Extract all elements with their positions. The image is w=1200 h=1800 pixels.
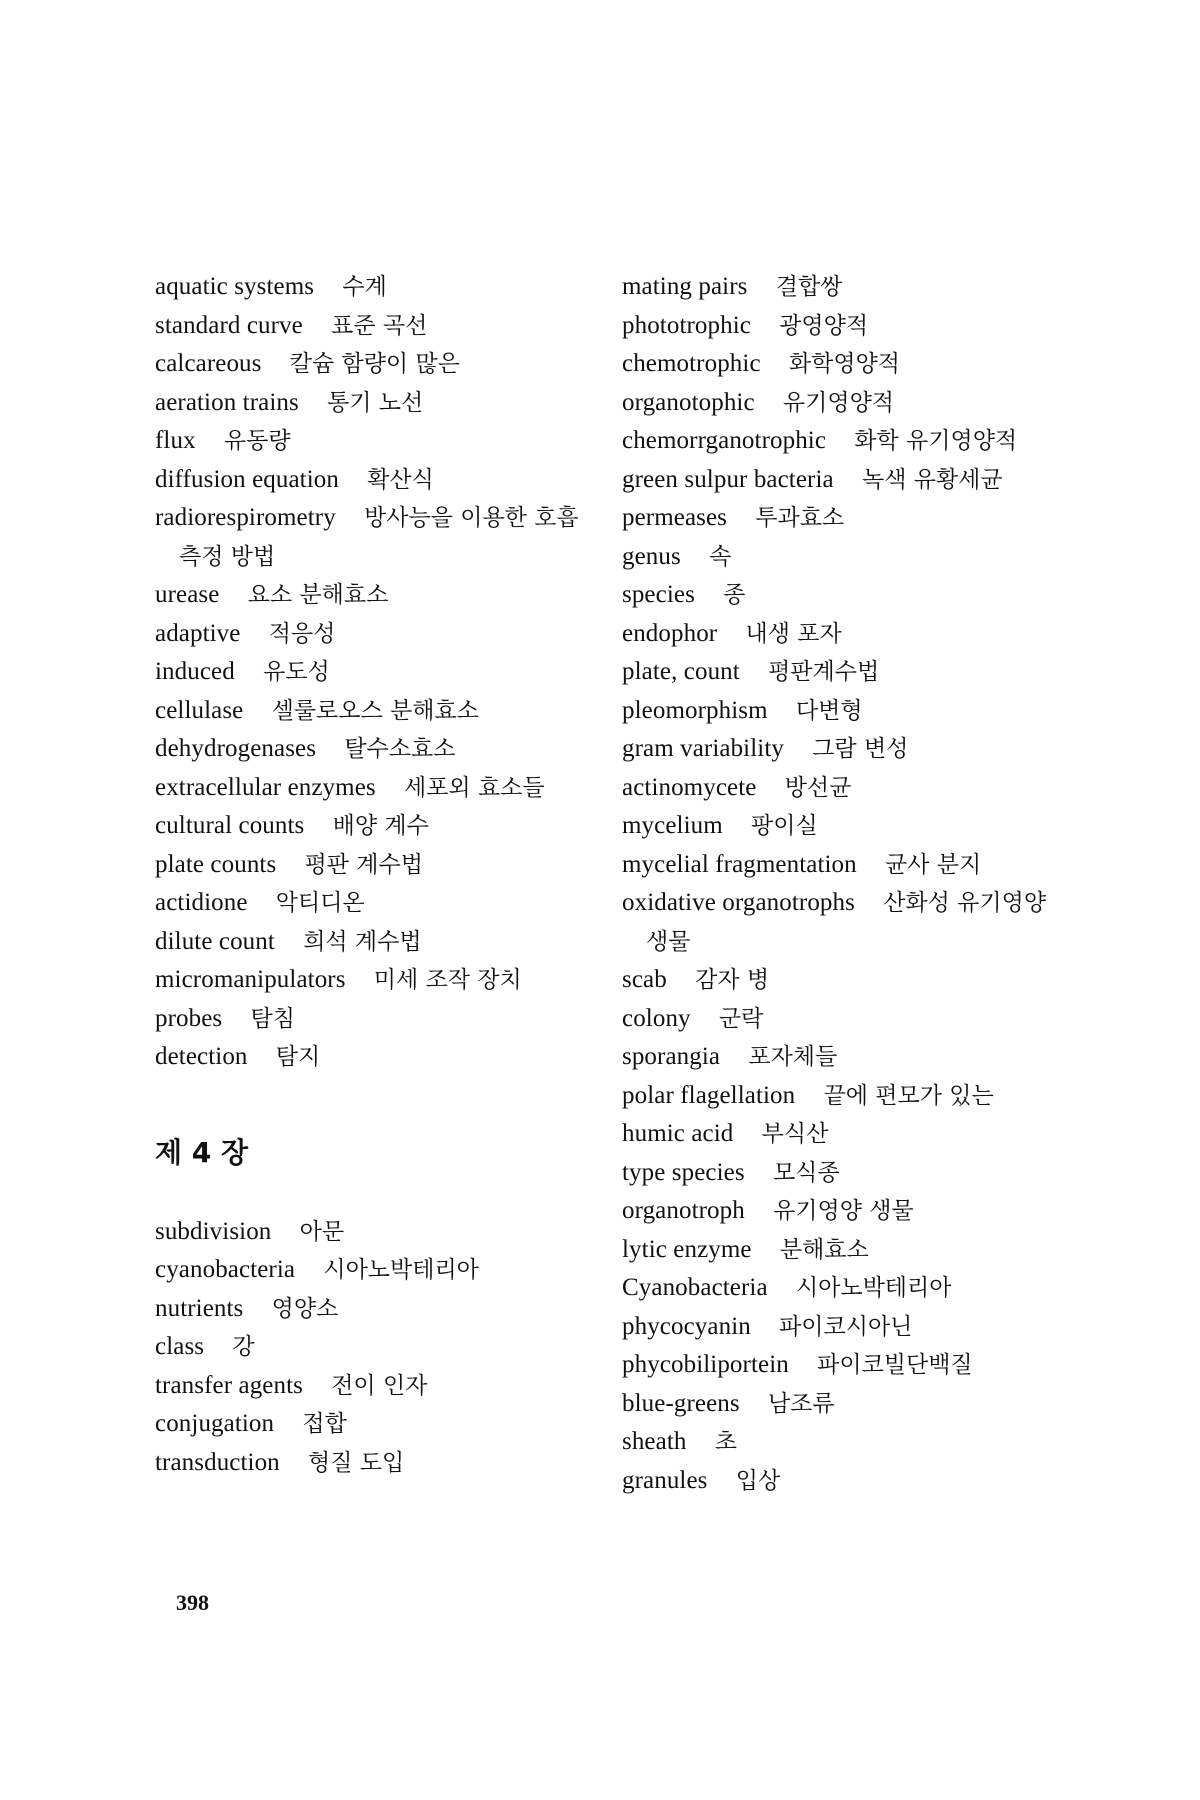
glossary-term: conjugation [155,1410,275,1437]
glossary-term: mycelium [622,812,723,839]
glossary-entry [155,653,595,692]
glossary-translation: 셀룰로오스 분해효소 [271,697,479,724]
glossary-entry [622,461,1062,500]
glossary-term: detection [155,1043,248,1070]
glossary-translation: 화학영양적 [788,351,900,377]
glossary-entry [155,576,595,615]
glossary-term: plate counts [155,850,277,878]
glossary-translation: 유기영양적 [782,389,895,416]
glossary-term: permeases [622,504,728,531]
glossary-entry [622,1385,1062,1424]
glossary-translation: 파이코시아닌 [779,1313,913,1340]
glossary-entry [622,1154,1062,1193]
glossary-term: phycobiliportein [622,1351,789,1378]
page-number: 398 [176,1590,209,1615]
glossary-term: type species [622,1158,745,1186]
glossary-entry [155,1251,595,1290]
glossary-entry [155,1405,595,1444]
glossary-term: actidione [155,889,248,916]
glossary-entry [155,615,595,654]
glossary-term: phototrophic [622,311,751,339]
glossary-translation: 형질 도입 [308,1449,405,1476]
left-column [155,268,595,1482]
glossary-term: standard curve [155,311,303,339]
glossary-term: induced [155,658,235,685]
glossary-term: blue-greens [622,1389,740,1417]
glossary-term: diffusion equation [155,465,339,493]
glossary-entry [622,384,1062,423]
glossary-entry [155,345,595,384]
glossary-translation: 화학 유기영양적 [854,428,1018,454]
glossary-translation: 적응성 [268,620,336,647]
glossary-term: oxidative organotrophs [622,889,855,916]
glossary-translation: 부식산 [761,1121,829,1147]
right-entry-list [622,268,1062,1500]
glossary-term: scab [622,966,667,993]
glossary-entry [622,1038,1062,1077]
glossary-entry [155,1290,595,1329]
glossary-term: aeration trains [155,388,299,416]
glossary-entry [622,1308,1062,1347]
glossary-entry [622,1231,1062,1270]
glossary-term: nutrients [155,1294,244,1322]
glossary-term: dehydrogenases [155,735,317,762]
glossary-entry [622,884,1062,961]
glossary-term: species [622,581,695,608]
right-column [622,268,1062,1500]
glossary-entry [622,1346,1062,1385]
glossary-translation: 다변형 [795,697,863,724]
glossary-term: mating pairs [622,273,748,300]
glossary-translation: 그람 변성 [812,736,909,762]
glossary-entry [155,384,595,423]
glossary-term: flux [155,427,196,454]
glossary-entry [622,307,1062,346]
glossary-entry [622,1000,1062,1039]
glossary-translation: 탐지 [275,1044,321,1070]
glossary-entry [155,422,595,461]
glossary-entry [622,422,1062,461]
glossary-entry [622,653,1062,692]
glossary-entry [155,268,595,307]
glossary-translation: 평판 계수법 [304,851,423,878]
glossary-entry [155,846,595,885]
glossary-entry [622,1269,1062,1308]
glossary-entry [622,499,1062,538]
glossary-term: cyanobacteria [155,1256,296,1283]
glossary-entry [622,1077,1062,1116]
glossary-translation: 통기 노선 [327,389,424,416]
glossary-translation: 강 [232,1334,255,1360]
glossary-translation: 요소 분해효소 [247,582,389,608]
glossary-translation: 종 [723,582,746,608]
glossary-translation: 산화성 유기영양 생물 [646,890,1047,955]
glossary-entry [622,576,1062,615]
glossary-term: dilute count [155,927,275,955]
glossary-translation: 남조류 [767,1390,835,1417]
glossary-term: gram variability [622,735,784,762]
glossary-term: adaptive [155,619,241,647]
glossary-translation: 끝에 편모가 있는 [823,1082,994,1109]
glossary-entry [622,1115,1062,1154]
glossary-translation: 탈수소효소 [344,736,456,762]
glossary-term: plate, count [622,658,740,685]
glossary-translation: 접합 [302,1411,347,1437]
glossary-term: calcareous [155,350,262,377]
glossary-entry [622,692,1062,731]
glossary-term: urease [155,581,220,608]
glossary-entry [622,730,1062,769]
glossary-entry [622,1462,1062,1501]
glossary-translation: 녹색 유황세균 [861,466,1003,493]
glossary-term: micromanipulators [155,966,346,993]
glossary-entry [155,1444,595,1483]
glossary-translation: 희석 계수법 [303,928,422,955]
glossary-translation: 표준 곡선 [331,312,428,339]
glossary-translation: 악티디온 [275,890,365,916]
glossary-translation: 방사능을 이용한 호흡 측정 방법 [179,505,579,570]
glossary-entry [155,1328,595,1367]
glossary-translation: 평판계수법 [768,659,880,685]
glossary-term: subdivision [155,1217,272,1245]
glossary-translation: 입상 [735,1467,781,1494]
glossary-entry [622,538,1062,577]
glossary-entry [622,1423,1062,1462]
glossary-term: green sulpur bacteria [622,465,834,493]
glossary-entry [622,615,1062,654]
glossary-entry [155,961,595,1000]
glossary-entry [155,730,595,769]
glossary-translation: 포자체들 [748,1044,838,1070]
glossary-entry [622,268,1062,307]
glossary-term: chemotrophic [622,350,761,377]
glossary-translation: 모식종 [772,1159,840,1186]
glossary-translation: 균사 분지 [885,851,982,878]
glossary-translation: 탐침 [250,1005,295,1032]
glossary-term: lytic enzyme [622,1235,752,1263]
glossary-translation: 투과효소 [755,505,845,531]
glossary-term: phycocyanin [622,1312,751,1340]
glossary-entry [622,345,1062,384]
glossary-entry [155,1000,595,1039]
glossary-translation: 군락 [718,1005,764,1032]
glossary-translation: 초 [714,1429,737,1455]
glossary-term: transduction [155,1448,280,1476]
glossary-entry [155,307,595,346]
glossary-term: endophor [622,619,718,647]
glossary-entry [155,807,595,846]
glossary-term: extracellular enzymes [155,773,376,801]
glossary-term: mycelial fragmentation [622,850,857,878]
left-entry-list-before [155,268,595,1077]
glossary-translation: 내생 포자 [745,620,842,647]
glossary-entry [155,884,595,923]
glossary-entry [155,461,595,500]
glossary-translation: 유기영양 생물 [773,1198,914,1224]
glossary-translation: 파이코빌단백질 [817,1352,973,1378]
glossary-term: aquatic systems [155,273,315,300]
glossary-translation: 시아노박테리아 [795,1275,952,1301]
glossary-entry [622,961,1062,1000]
glossary-translation: 확산식 [367,466,434,493]
glossary-term: actinomycete [622,773,757,801]
glossary-term: sheath [622,1428,687,1455]
glossary-translation: 유도성 [263,659,330,685]
glossary-term: cultural counts [155,812,305,839]
glossary-translation: 세포외 효소들 [403,774,545,801]
glossary-term: sporangia [622,1043,721,1070]
glossary-entry [155,499,595,576]
glossary-entry [622,769,1062,808]
glossary-translation: 유동량 [223,428,291,454]
glossary-translation: 아문 [299,1218,345,1245]
glossary-translation: 칼슘 함량이 많은 [289,351,460,377]
glossary-translation: 미세 조작 장치 [373,967,522,993]
glossary-term: organotroph [622,1197,745,1224]
glossary-translation: 분해효소 [779,1236,869,1263]
glossary-translation: 영양소 [271,1295,339,1322]
glossary-translation: 팡이실 [751,813,818,839]
glossary-entry [155,1213,595,1252]
glossary-entry [622,1192,1062,1231]
glossary-term: granules [622,1466,708,1494]
left-entry-list-after [155,1213,595,1483]
glossary-entry [155,1367,595,1406]
glossary-term: probes [155,1004,223,1032]
glossary-term: humic acid [622,1120,734,1147]
glossary-term: genus [622,542,681,570]
glossary-entry [155,692,595,731]
glossary-entry [155,1038,595,1077]
glossary-translation: 방선균 [784,774,852,801]
glossary-translation: 시아노박테리아 [323,1257,479,1283]
glossary-translation: 속 [709,543,732,570]
glossary-entry [622,846,1062,885]
glossary-term: cellulase [155,696,244,724]
glossary-term: colony [622,1004,691,1032]
glossary-translation: 수계 [342,274,387,300]
glossary-term: polar flagellation [622,1081,796,1109]
glossary-entry [155,769,595,808]
glossary-term: chemorrganotrophic [622,427,827,454]
glossary-term: radiorespirometry [155,504,336,531]
glossary-entry [622,807,1062,846]
glossary-translation: 광영양적 [779,312,869,339]
glossary-term: class [155,1333,205,1360]
glossary-translation: 감자 병 [695,967,770,993]
glossary-term: pleomorphism [622,696,768,724]
glossary-entry [155,923,595,962]
chapter-heading: 제 4 장 [155,1135,249,1169]
glossary-term: Cyanobacteria [622,1274,768,1301]
glossary-term: organotophic [622,388,755,416]
glossary-translation: 배양 계수 [332,813,429,839]
glossary-term: transfer agents [155,1371,303,1399]
glossary-translation: 결합쌍 [775,274,843,300]
glossary-translation: 전이 인자 [331,1372,428,1399]
